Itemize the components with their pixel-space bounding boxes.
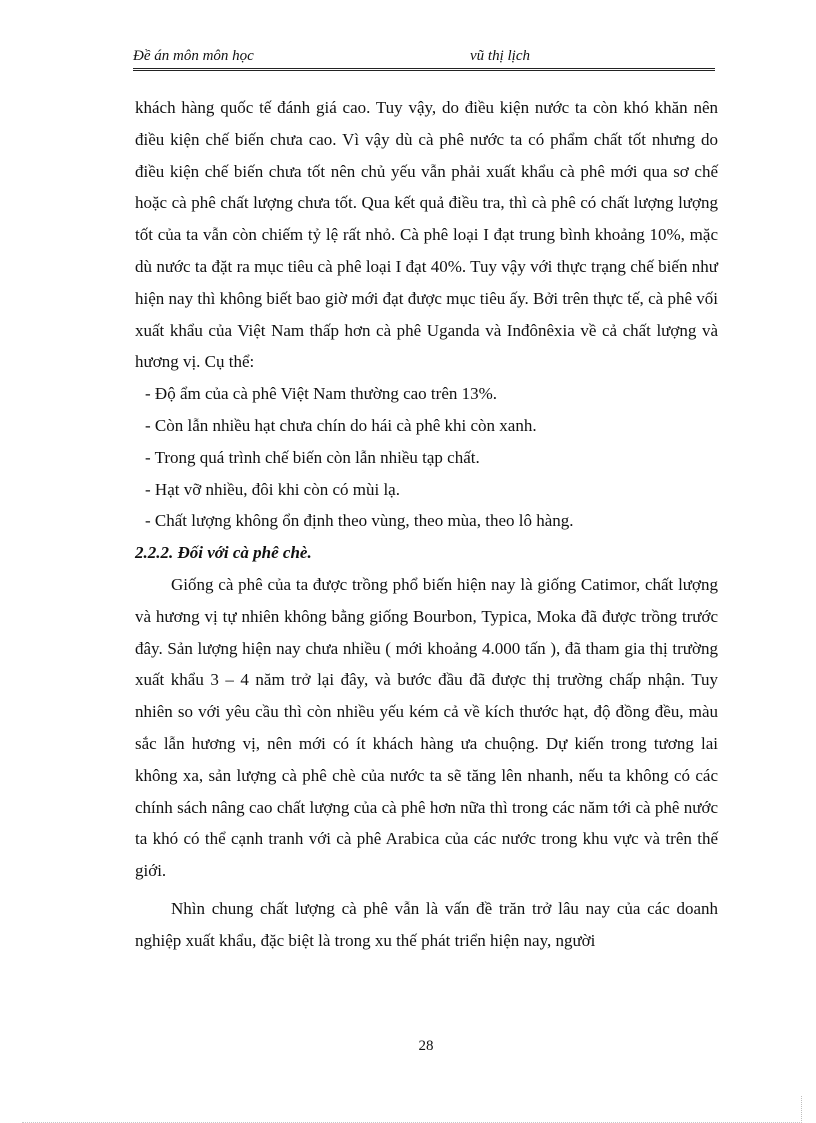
header-double-rule [133, 68, 715, 71]
page-border-right [801, 1096, 802, 1123]
running-header [133, 48, 715, 68]
bullet-item-impurities: - Trong quá trình chế biến còn lẫn nhiều tạp chất. [145, 447, 480, 467]
bullet-item-moisture: - Độ ẩm của cà phê Việt Nam thường cao trên 13%. [145, 384, 498, 404]
page-body [135, 92, 718, 957]
page-number: 28 [418, 1038, 434, 1054]
paragraph-arabica: Giống cà phê của ta được trồng phổ biến hiện nay là giống Catimor, chất lượng và hương vị tự nhiên không bằng giống Bourbon, Typica, Moka đã được trồng trước đây. Sản lượng hiện nay chưa nhiều ( mới khoảng 4.000 tấn ), đã tham gia thị trường xuất khẩu 3 – 4 năm trở lại đây, và bước đầu đã được thị trường chấp nhận. Tuy nhiên so với yêu cầu thì còn nhiều yếu kém cả về kích thước hạt, độ đồng đều, màu sắc lẫn hương vị, nên mới có ít khách hàng ưa chuộng. Dự kiến trong tương lai không xa, sản lượng cà phê chè của nước ta sẽ tăng lên nhanh, nếu ta không có các chính sách nâng cao chất lượng của cà phê hơn nữa thì trong các năm tới cà phê nước ta khó có thể cạnh tranh với cà phê Arabica của các nước trong khu vực và trên thế giới. [135, 574, 718, 881]
section-heading: 2.2.2. Đối với cà phê chè. [135, 543, 312, 563]
bullet-item-broken-beans: - Hạt vỡ nhiều, đôi khi còn có mùi lạ. [145, 479, 400, 499]
bullet-list [135, 378, 718, 537]
bullet-item-unripe-beans: - Còn lẫn nhiều hạt chưa chín do hái cà phê khi còn xanh. [145, 415, 537, 435]
bullet-item-unstable-quality: - Chất lượng không ổn định theo vùng, theo mùa, theo lô hàng. [145, 511, 574, 531]
paragraph-intro: khách hàng quốc tế đánh giá cao. Tuy vậy, do điều kiện nước ta còn khó khăn nên điều kiện chế biến chưa cao. Vì vậy dù cà phê nước ta có phẩm chất tốt nhưng do điều kiện chế biến chưa tốt nên chủ yếu vẫn phải xuất khẩu cà phê mới qua sơ chế hoặc cà phê chất lượng chưa tốt. Qua kết quả điều tra, thì cà phê có chất lượng lượng tốt của ta vẫn còn chiếm tỷ lệ rất nhỏ. Cà phê loại I đạt trung bình khoảng 10%, mặc dù nước ta đặt ra mục tiêu cà phê loại I đạt 40%. Tuy vậy với thực trạng chế biến như hiện nay thì không biết bao giờ mới đạt được mục tiêu ấy. Bởi trên thực tế, cà phê vối xuất khẩu của Việt Nam thấp hơn cà phê Uganda và Inđônêxia về cả chất lượng và hương vị. Cụ thể: [135, 98, 718, 372]
paragraph-conclusion: Nhìn chung chất lượng cà phê vẫn là vấn đề trăn trở lâu nay của các doanh nghiệp xuất khẩu, đặc biệt là trong xu thế phát triển hiện nay, người [135, 898, 718, 950]
header-document-title: Đề án môn môn học [133, 48, 254, 64]
header-author: vũ thị lịch [470, 48, 530, 64]
